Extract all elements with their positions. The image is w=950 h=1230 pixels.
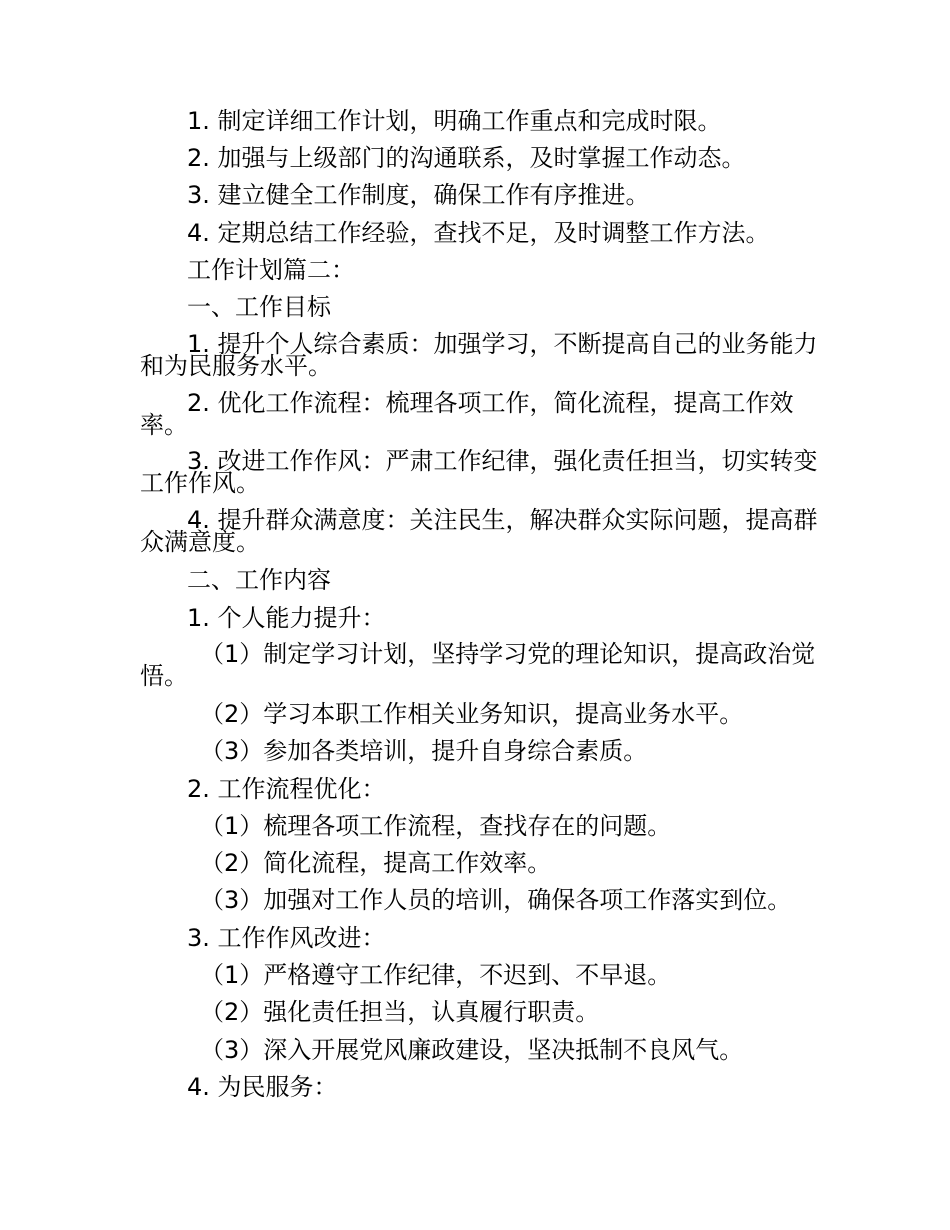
section-heading-plan-2: 工作计划篇二： xyxy=(187,256,355,284)
content-2-title: 2. 工作流程优化： xyxy=(187,775,386,803)
heading-work-goals: 一、工作目标 xyxy=(187,293,331,321)
content-3-title: 3. 工作作风改进： xyxy=(187,924,386,952)
paragraph-3: 3. 建立健全工作制度，确保工作有序推进。 xyxy=(187,181,650,209)
goal-3: 3. 改进工作作风：严肃工作纪律，强化责任担当，切实转变工作作风。 xyxy=(140,447,818,497)
content-1-item-2: （2）学习本职工作相关业务知识，提高业务水平。 xyxy=(200,700,744,728)
goal-2: 2. 优化工作流程：梳理各项工作，简化流程，提高工作效率。 xyxy=(140,389,794,439)
paragraph-1: 1. 制定详细工作计划，明确工作重点和完成时限。 xyxy=(187,107,722,135)
content-3-item-2: （2）强化责任担当，认真履行职责。 xyxy=(200,998,600,1026)
heading-work-content: 二、工作内容 xyxy=(187,566,331,594)
goal-1: 1. 提升个人综合素质：加强学习，不断提高自己的业务能力和为民服务水平。 xyxy=(140,330,818,380)
content-2-item-2: （2）简化流程，提高工作效率。 xyxy=(200,849,552,877)
content-1-item-1: （1）制定学习计划，坚持学习党的理论知识，提高政治觉悟。 xyxy=(140,640,816,690)
paragraph-4: 4. 定期总结工作经验，查找不足，及时调整工作方法。 xyxy=(187,219,770,247)
content-1-title: 1. 个人能力提升： xyxy=(187,604,386,632)
content-1-item-3: （3）参加各类培训，提升自身综合素质。 xyxy=(200,737,648,765)
content-4-title: 4. 为民服务： xyxy=(187,1073,338,1101)
goal-4: 4. 提升群众满意度：关注民生，解决群众实际问题，提高群众满意度。 xyxy=(140,506,818,556)
content-2-item-3: （3）加强对工作人员的培训，确保各项工作落实到位。 xyxy=(200,886,792,914)
paragraph-2: 2. 加强与上级部门的沟通联系，及时掌握工作动态。 xyxy=(187,144,746,172)
content-3-item-3: （3）深入开展党风廉政建设，坚决抵制不良风气。 xyxy=(200,1036,744,1064)
content-2-item-1: （1）梳理各项工作流程，查找存在的问题。 xyxy=(200,812,672,840)
content-3-item-1: （1）严格遵守工作纪律，不迟到、不早退。 xyxy=(200,961,672,989)
